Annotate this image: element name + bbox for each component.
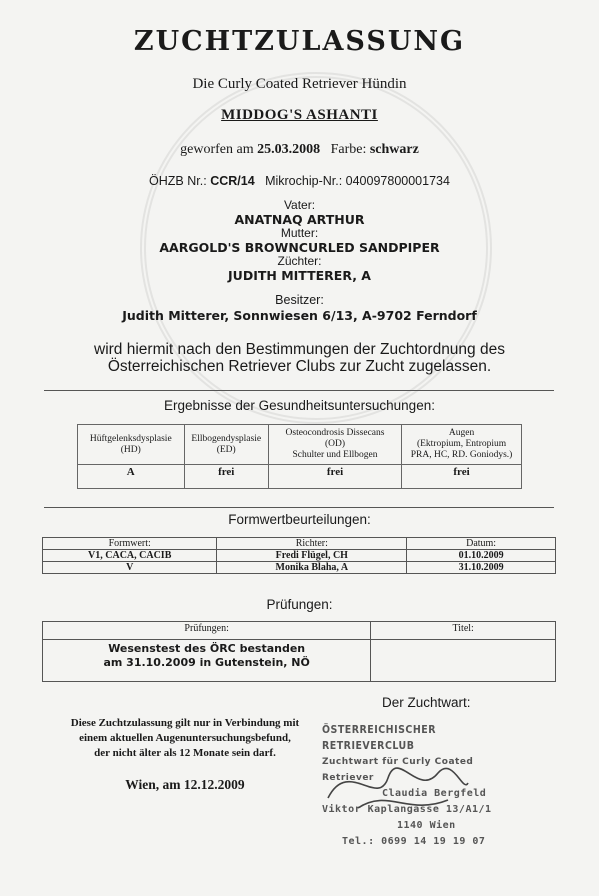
place-date: Wien, am 12.12.2009 (125, 777, 245, 792)
chip-label: Mikrochip-Nr.: (265, 174, 343, 188)
table-row (43, 562, 556, 574)
note-line-1: Diese Zuchtzulassung gilt nur in Verbindung mit (70, 717, 300, 729)
health-col-ed: Ellbogendysplasie (ED) (184, 425, 268, 465)
divider (44, 507, 554, 508)
color-value: schwarz (369, 142, 419, 157)
exams-cell-result (43, 640, 371, 682)
document-title: ZUCHTZULASSUNG (133, 26, 466, 57)
exams-table (42, 621, 556, 682)
health-value-od: frei (268, 465, 401, 489)
ohzb-label: ÖHZB Nr.: (149, 174, 207, 188)
form-cell-richter: Fredi Flügel, CH (217, 550, 407, 562)
stamp-line-3: Claudia Bergfeld (382, 788, 487, 799)
owner-value: Judith Mitterer, Sonnwiesen 6/13, A-9702 Ferndorf (122, 308, 477, 323)
breeder-value: JUDITH MITTERER, A (228, 268, 371, 283)
form-table (42, 537, 556, 574)
dog-name: MIDDOG'S ASHANTI (221, 107, 378, 123)
form-cell-datum: 01.10.2009 (407, 550, 556, 562)
exams-cell-title (371, 640, 556, 682)
stamp-line-1: ÖSTERREICHISCHER RETRIEVERCLUB (322, 724, 436, 752)
form-cell-datum: 31.10.2009 (407, 562, 556, 574)
health-value-eyes: frei (402, 465, 522, 489)
exam-line-2: am 31.10.2009 in Gutenstein, NÖ (103, 656, 310, 669)
form-heading: Formwertbeurteilungen: (228, 512, 371, 527)
form-col-datum: Datum: (407, 538, 556, 550)
birth-date: 25.03.2008 (257, 142, 321, 157)
exams-col-titel: Titel: (371, 622, 556, 640)
stamp-line-2: Zuchtwart für Curly Coated Retriever (322, 757, 474, 783)
note-line-3: der nicht älter als 12 Monate sein darf. (94, 747, 276, 759)
form-cell-formwert: V1, CACA, CACIB (43, 550, 217, 562)
stamp-line-5: 1140 Wien (397, 820, 456, 831)
father-value: ANATNAQ ARTHUR (234, 212, 365, 227)
subtitle: Die Curly Coated Retriever Hündin (192, 76, 407, 92)
exams-col-pruefungen: Prüfungen: (43, 622, 371, 640)
chip-value: 040097800001734 (345, 174, 450, 188)
note-line-2: einem aktuellen Augenuntersuchungsbefund, (79, 732, 291, 744)
health-col-hd: Hüftgelenksdysplasie (HD) (78, 425, 185, 465)
breeder-label: Züchter: (277, 254, 322, 268)
exam-line-1: Wesenstest des ÖRC bestanden (108, 642, 306, 655)
statement-line-1: wird hiermit nach den Bestimmungen der Zuchtordnung des (94, 341, 505, 358)
health-value-hd: A (78, 465, 185, 489)
mother-value: AARGOLD'S BROWNCURLED SANDPIPER (159, 240, 440, 255)
form-cell-richter: Monika Blaha, A (217, 562, 407, 574)
health-heading: Ergebnisse der Gesundheitsuntersuchungen: (164, 398, 435, 413)
statement-line-2: Österreichischen Retriever Clubs zur Zucht zugelassen. (107, 358, 492, 375)
form-col-richter: Richter: (217, 538, 407, 550)
owner-label: Besitzer: (275, 293, 324, 307)
father-label: Vater: (283, 198, 316, 212)
birth-label: geworfen am (180, 142, 254, 157)
registry-line (0, 174, 599, 188)
form-cell-formwert: V (43, 562, 217, 574)
warden-label: Der Zuchtwart: (382, 695, 471, 710)
health-value-ed: frei (184, 465, 268, 489)
health-table (77, 424, 522, 489)
birth-line (0, 142, 599, 158)
validity-note (30, 716, 340, 761)
form-col-formwert: Formwert: (43, 538, 217, 550)
color-label: Farbe: (330, 142, 367, 157)
mother-label: Mutter: (280, 226, 319, 240)
stamp-line-6: Tel.: 0699 14 19 19 07 (342, 836, 486, 847)
health-col-od: Osteocondrosis Dissecans (OD) Schulter und Ellbogen (268, 425, 401, 465)
exams-heading: Prüfungen: (266, 597, 333, 612)
divider (44, 390, 554, 391)
ohzb-value: CCR/14 (210, 174, 255, 188)
signature-scribble (318, 738, 478, 818)
stamp-line-4: Viktor Kaplangasse 13/A1/1 (322, 804, 492, 815)
health-col-eyes: Augen (Ektropium, Entropium PRA, HC, RD. Goniodys.) (402, 425, 522, 465)
table-row (43, 550, 556, 562)
